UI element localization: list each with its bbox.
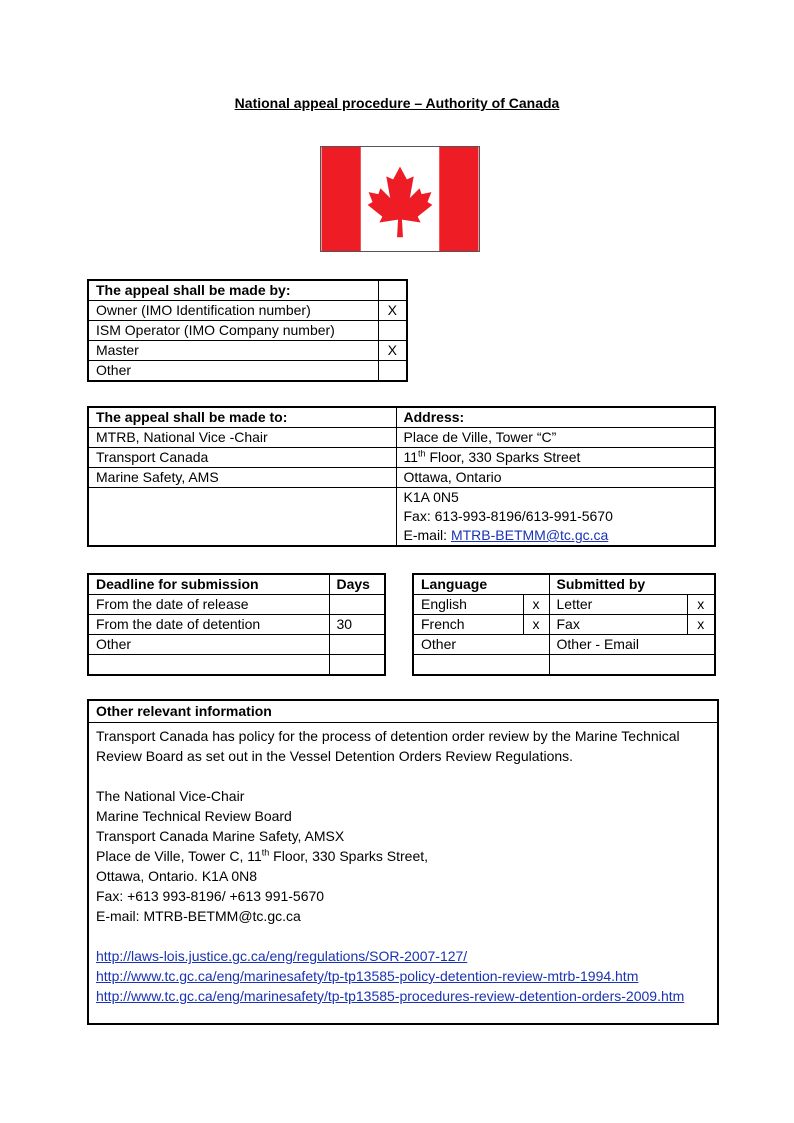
made-by-mark: X [378,301,407,321]
address-line: Ottawa, Ontario [396,468,715,488]
deadline-label [88,655,329,676]
contact-address-sup: th [261,847,270,858]
page-title: National appeal procedure – Authority of Canada [234,95,560,111]
table-row [88,428,715,448]
address-line: Place de Ville, Tower “C” [396,428,715,448]
email-link[interactable]: MTRB-BETMM@tc.gc.ca [450,527,609,543]
table-row [88,301,407,321]
deadline-header: Deadline for submission [88,574,329,595]
made-to-line: MTRB, National Vice -Chair [88,428,396,448]
submitted-label: Fax [549,615,687,635]
address-line: K1A 0N5 [396,488,715,508]
contact-line: Ottawa, Ontario. K1A 0N8 [96,868,258,884]
address-floor-sup: th [418,448,426,459]
table-row [88,468,715,488]
table-row [413,655,715,676]
table-row [413,615,715,635]
submitted-label: Other - Email [549,635,715,655]
other-info-header: Other relevant information [89,701,717,723]
table-row [413,635,715,655]
deadline-days: 30 [329,615,385,635]
deadline-label: From the date of detention [88,615,329,635]
contact-line: Marine Technical Review Board [96,808,292,824]
submitted-mark: x [687,595,715,615]
language-label: English [413,595,523,615]
address-email [396,526,715,546]
table-row [88,488,715,508]
other-info-box [87,699,719,1025]
table-row [88,341,407,361]
made-by-label: Other [88,361,378,382]
deadline-label: Other [88,635,329,655]
info-paragraph-line: Transport Canada has policy for the process of detention order review by the Marine Technical [96,728,680,744]
address-floor-number: 11 [403,449,419,465]
made-to-line: Transport Canada [88,448,396,468]
submitted-mark: x [687,615,715,635]
address-line [396,448,715,468]
canada-flag-icon [320,146,480,252]
contact-line: Transport Canada Marine Safety, AMSX [96,828,345,844]
made-by-mark: X [378,341,407,361]
deadline-label: From the date of release [88,595,329,615]
made-by-mark [378,361,407,382]
made-by-mark [378,321,407,341]
language-label [413,655,549,676]
table-row [88,615,385,635]
table-row [88,321,407,341]
table-row [88,361,407,382]
days-header: Days [329,574,385,595]
info-paragraph-line: Review Board as set out in the Vessel Detention Orders Review Regulations. [96,748,574,764]
appeal-made-by-table [87,279,408,382]
made-to-line: Marine Safety, AMS [88,468,396,488]
table-row [88,448,715,468]
deadline-days [329,635,385,655]
submitted-by-header: Submitted by [549,574,715,595]
submitted-label [549,655,715,676]
table-row [413,595,715,615]
language-mark: x [523,615,549,635]
contact-line: The National Vice-Chair [96,788,245,804]
other-info-body [89,723,717,1009]
procedures-link[interactable]: http://www.tc.gc.ca/eng/marinesafety/tp-tp13585-procedures-review-detention-orders-2009.htm [96,988,685,1004]
language-mark: x [523,595,549,615]
policy-link[interactable]: http://www.tc.gc.ca/eng/marinesafety/tp-tp13585-policy-detention-review-mtrb-1994.htm [96,968,639,984]
made-by-label: Owner (IMO Identification number) [88,301,378,321]
table-row [88,635,385,655]
contact-address-a: Place de Ville, Tower C, 11 [96,848,262,864]
contact-line: E-mail: MTRB-BETMM@tc.gc.ca [96,908,301,924]
address-fax: Fax: 613-993-8196/613-991-5670 [396,507,715,526]
appeal-made-to-table [87,406,716,547]
contact-line [96,846,710,866]
deadline-table [87,573,386,676]
language-label: Other [413,635,549,655]
regulation-link[interactable]: http://laws-lois.justice.gc.ca/eng/regulations/SOR-2007-127/ [96,948,468,964]
contact-line: Fax: +613 993-8196/ +613 991-5670 [96,888,325,904]
language-table [412,573,716,676]
made-by-label: Master [88,341,378,361]
table-row [88,655,385,676]
made-by-header: The appeal shall be made by: [88,280,378,301]
table-row [88,595,385,615]
submitted-label: Letter [549,595,687,615]
language-label: French [413,615,523,635]
made-by-label: ISM Operator (IMO Company number) [88,321,378,341]
email-label: E-mail: [403,527,451,543]
language-header: Language [413,574,549,595]
address-floor-rest: Floor, 330 Sparks Street [425,449,581,465]
address-header: Address: [396,407,715,428]
deadline-days [329,595,385,615]
contact-address-b: Floor, 330 Sparks Street, [269,848,429,864]
made-to-header: The appeal shall be made to: [88,407,396,428]
deadline-days [329,655,385,676]
